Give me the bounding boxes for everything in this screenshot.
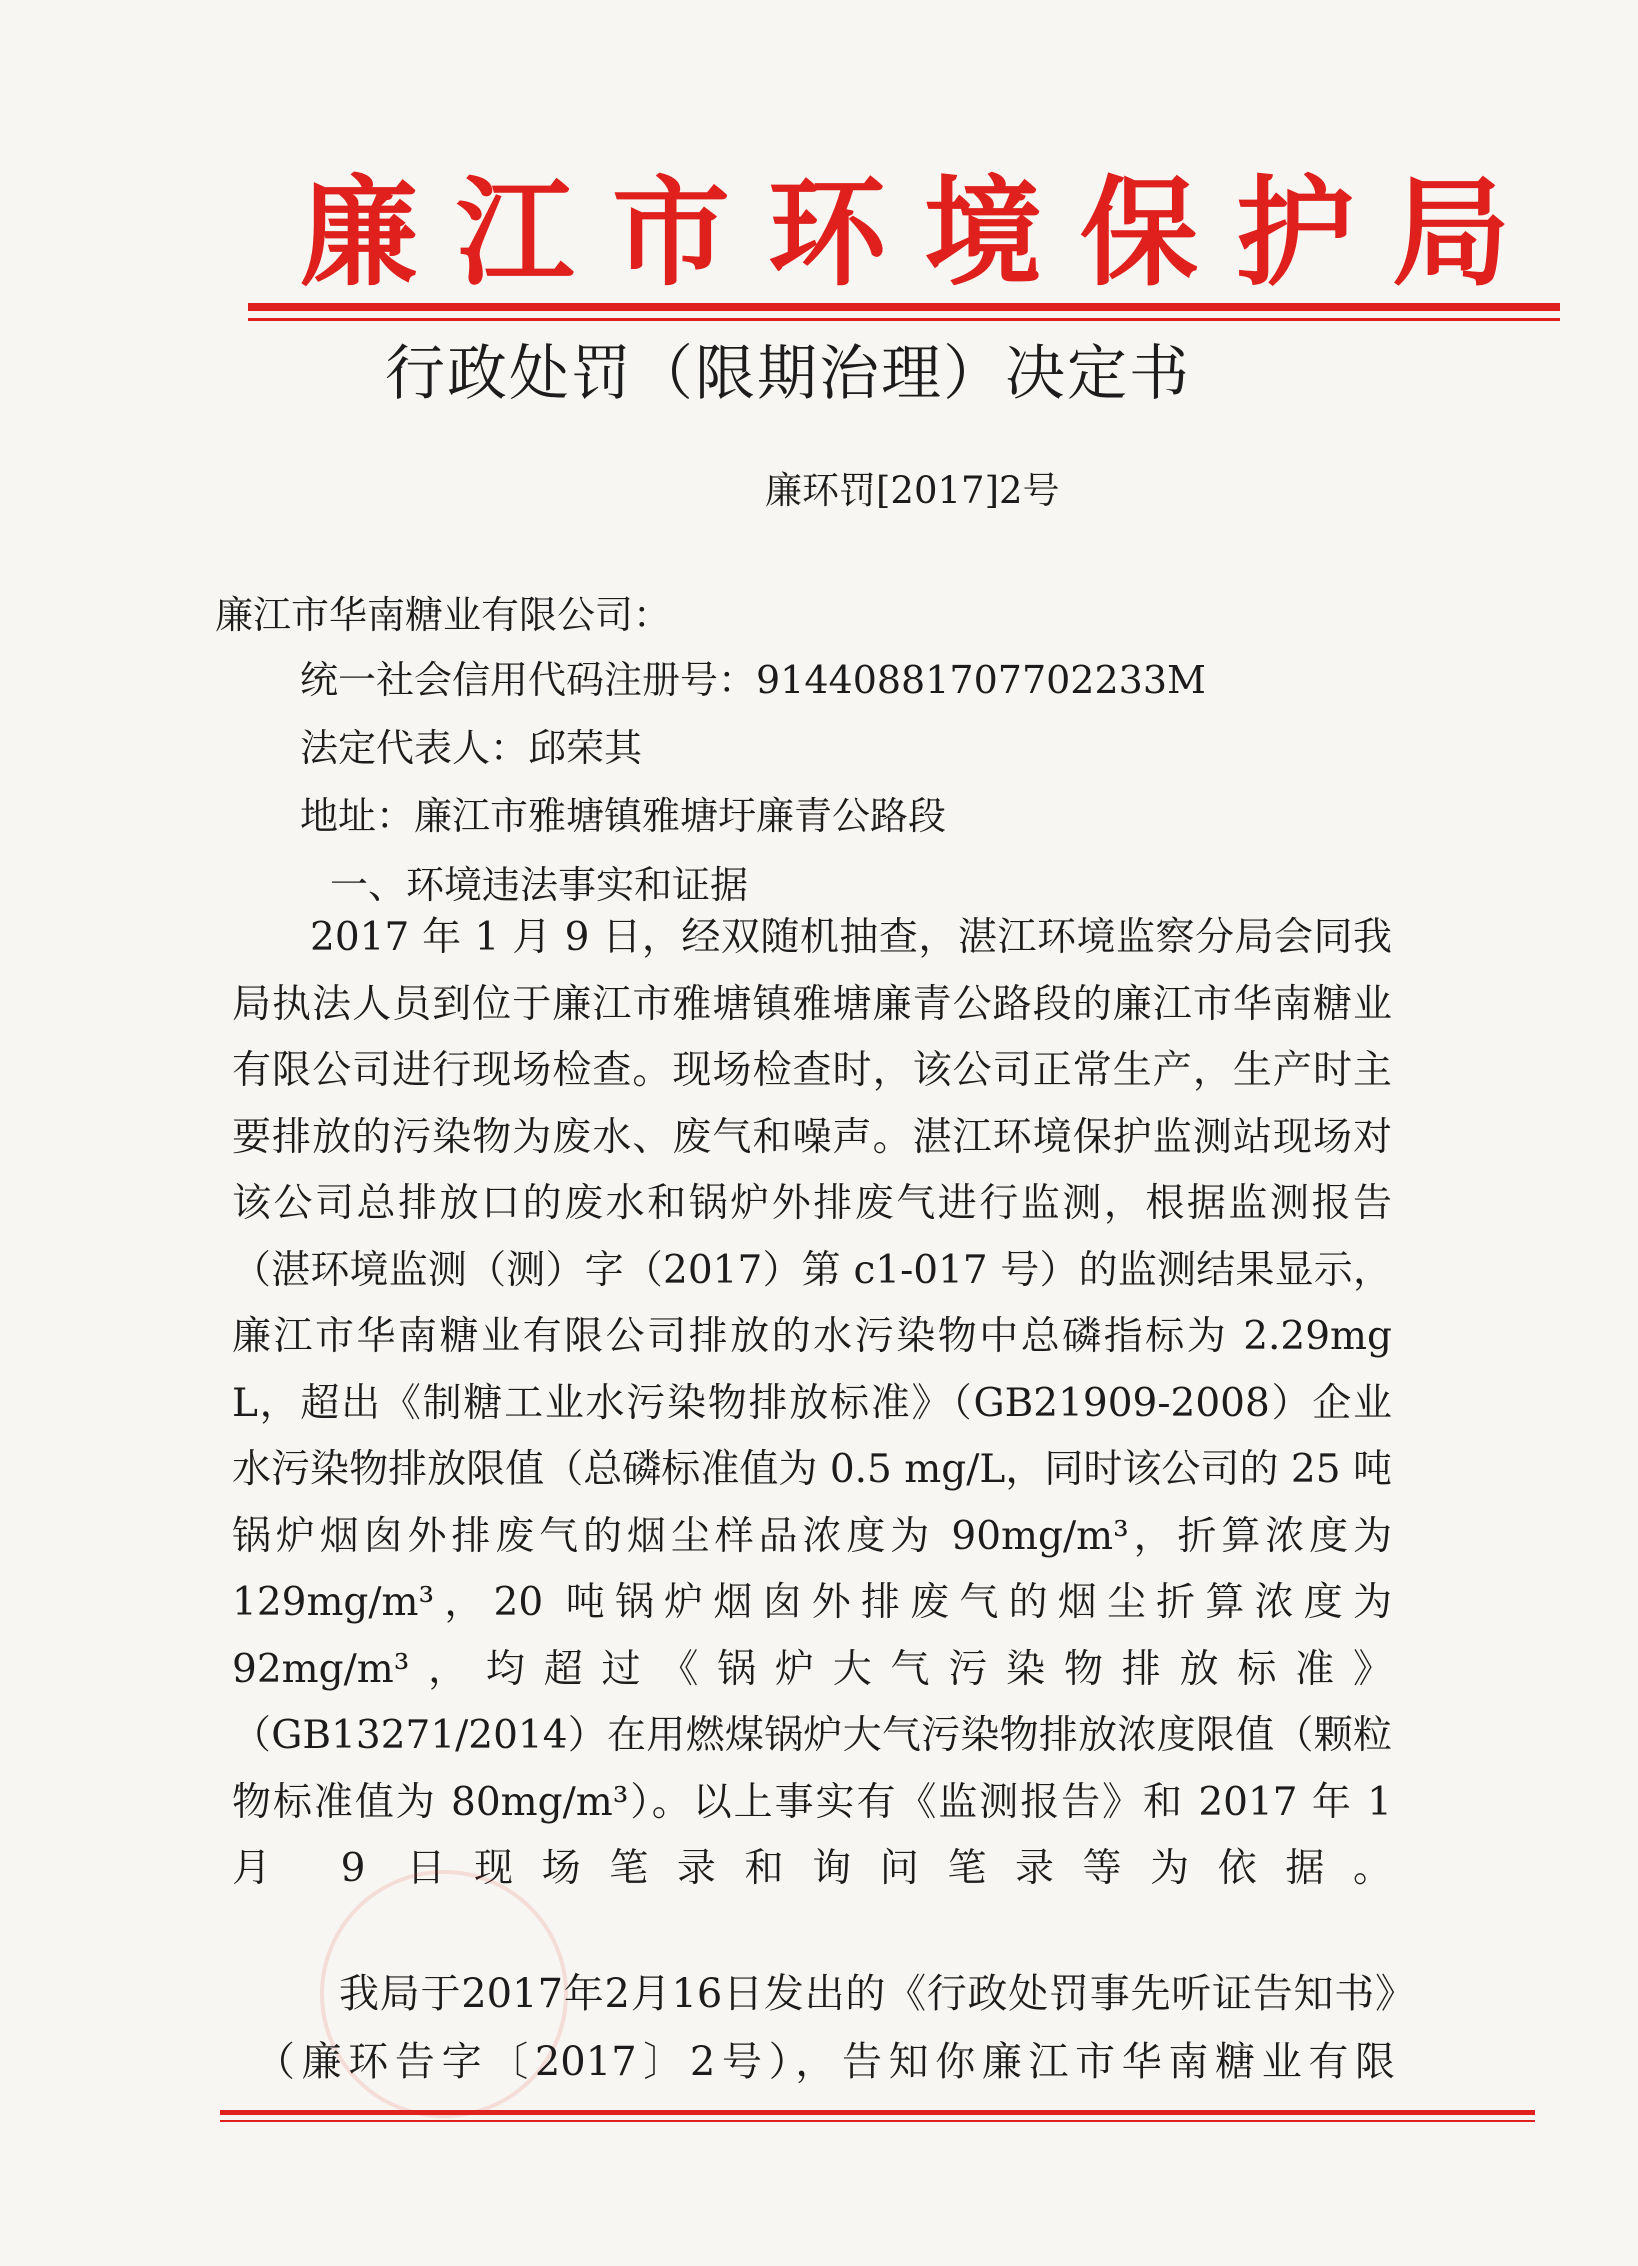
red-rule-bottom xyxy=(220,2110,1535,2115)
addressee-name: 廉江市华南糖业有限公司： xyxy=(215,593,672,637)
agency-name: 廉江市环境保护局 xyxy=(300,163,1549,302)
facts-paragraph: 2017 年 1 月 9 日，经双随机抽查，湛江环境监察分局会同我局执法人员到位于廉江市雅塘镇雅塘廉青公路段的廉江市华南糖业有限公司进行现场检查。现场检查时，该公司正常生产，生产时主要排放的污染物为废水、废气和噪声。湛江环境保护监测站现场对该公司总排放口的废水和锅炉外排废气进行监测，根据监测报告（湛环境监测（测）字（2017）第 c1-017 号）的监测结果显示，廉江市华南糖业有限公司排放的水污染物中总磷指标为 2.29mg L，超出《制糖工业水污染物排放标准》（GB21909-2008）企业水污染物排放限值（总磷标准值为 0.5 mg/L，同时该公司的 25 吨锅炉烟囱外排废气的烟尘样品浓度为 90mg/m³，折算浓度为 129mg/m³，20 吨锅炉烟囱外排废气的烟尘折算浓度为 92mg/m³，均超过《锅炉大气污染物排放标准》（GB13271/2014）在用燃煤锅炉大气污染物排放浓度限值（颗粒物标准值为 80mg/m³）。以上事实有《监测报告》和 2017 年 1 月 9 日现场笔录和询问笔录等为依据。 xyxy=(232,915,1392,1891)
section-heading: 一、环境违法事实和证据 xyxy=(330,863,749,907)
red-rule-bottom-thin xyxy=(220,2120,1535,2122)
document-title: 行政处罚（限期治理）决定书 xyxy=(385,339,1191,409)
red-rule-top xyxy=(248,303,1560,311)
address: 地址：廉江市雅塘镇雅塘圩廉青公路段 xyxy=(300,794,947,838)
legal-representative: 法定代表人：邱荣其 xyxy=(300,726,643,770)
document-number: 廉环罚[2017]2号 xyxy=(765,469,1060,512)
notice-paragraph: 我局于2017年2月16日发出的《行政处罚事先听证告知书》（廉环告字〔2017〕2号），告知你廉江市华南糖业有限 xyxy=(255,1971,1395,2085)
red-rule-top-thin xyxy=(248,318,1560,321)
credit-code: 统一社会信用代码注册号：91440881707702233M xyxy=(300,658,1206,702)
